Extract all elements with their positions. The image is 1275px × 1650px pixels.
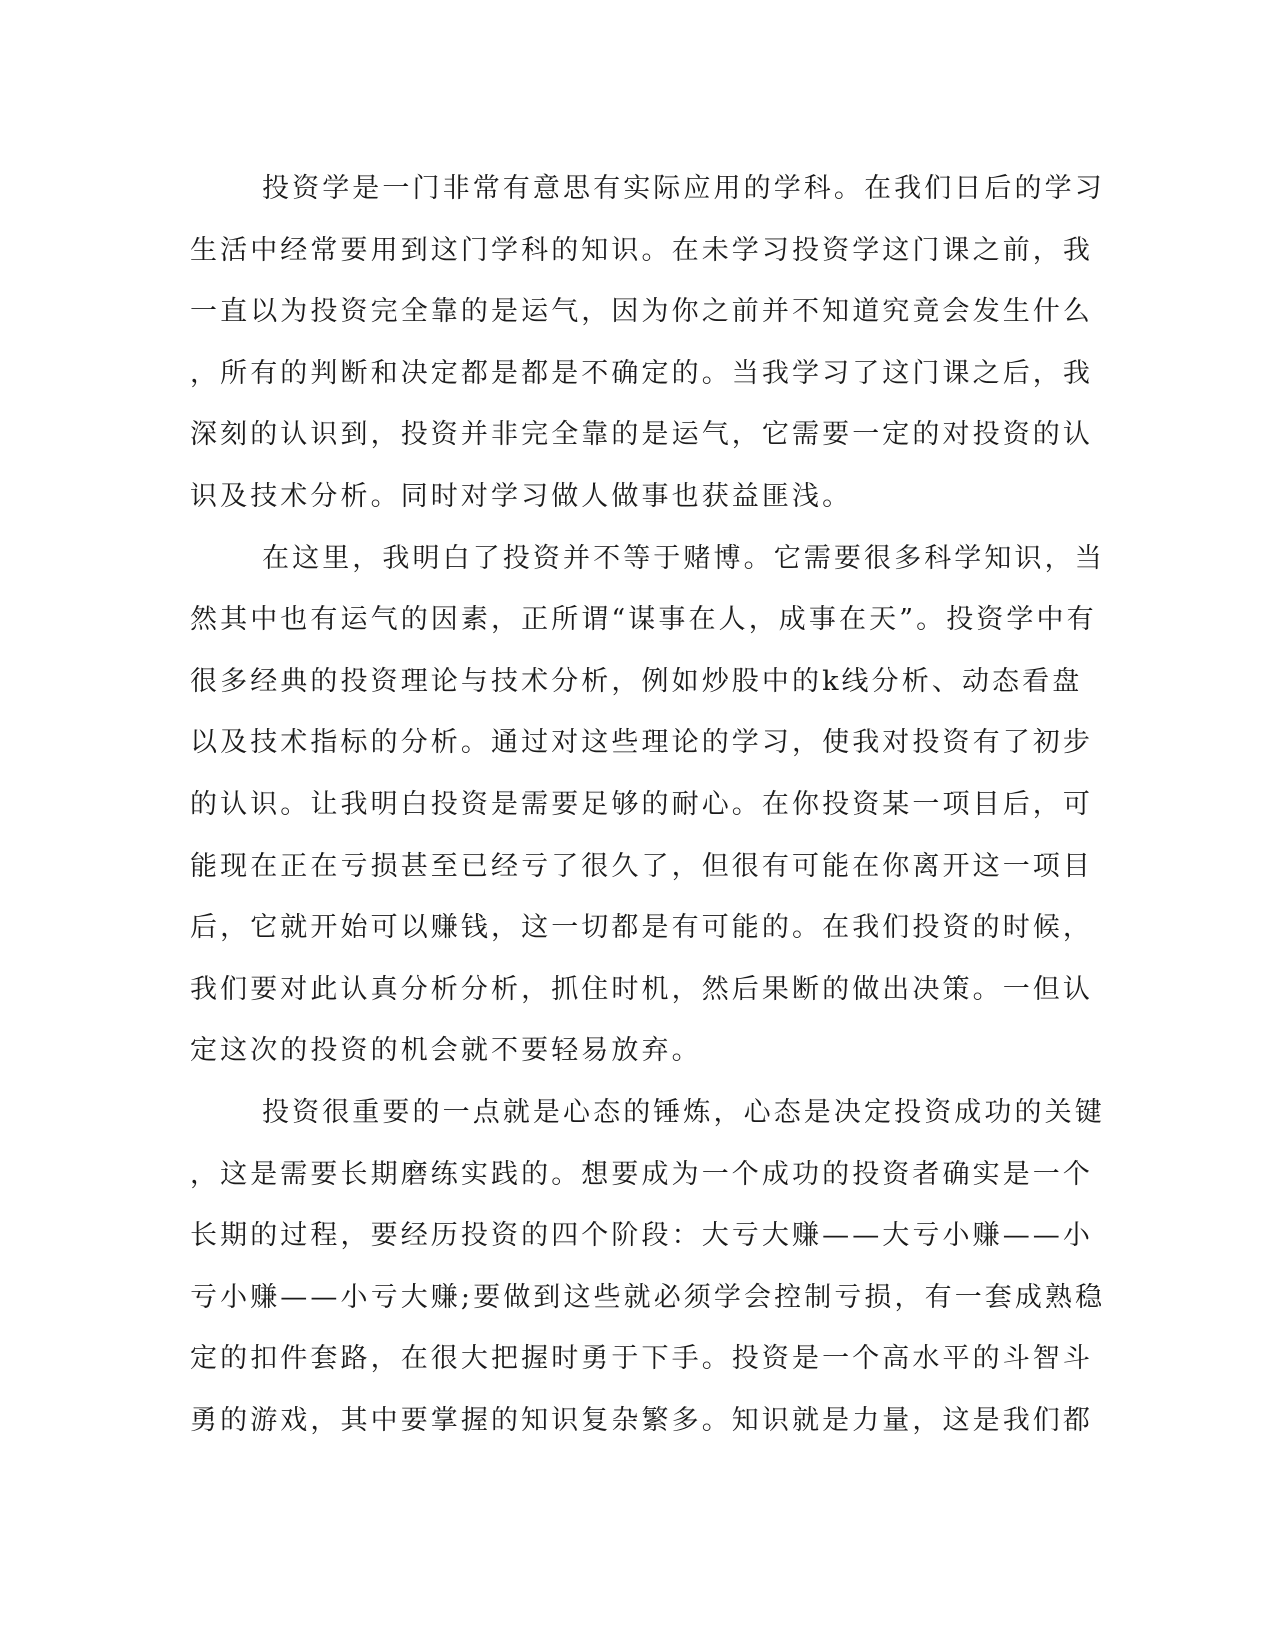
text-line: ，这是需要长期磨练实践的。想要成为一个成功的投资者确实是一个 — [190, 1158, 1093, 1190]
text-line: 识及技术分析。同时对学习做人做事也获益匪浅。 — [190, 480, 853, 512]
text-line: ，所有的判断和决定都是都是不确定的。当我学习了这门课之后，我 — [190, 357, 1093, 389]
text-line: 定这次的投资的机会就不要轻易放弃。 — [190, 1035, 702, 1067]
text-line: 亏小赚——小亏大赚;要做到这些就必须学会控制亏损，有一套成熟稳 — [190, 1281, 1106, 1313]
text-line: 很多经典的投资理论与技术分析，例如炒股中的k线分析、动态看盘 — [190, 665, 1083, 697]
paragraph-1 — [190, 158, 1105, 528]
text-line: 然其中也有运气的因素，正所谓“谋事在人，成事在天”。投资学中有 — [190, 604, 1097, 636]
text-line: 后，它就开始可以赚钱，这一切都是有可能的。在我们投资的时候， — [190, 912, 1093, 944]
text-line: 以及技术指标的分析。通过对这些理论的学习，使我对投资有了初步 — [190, 727, 1093, 759]
text-line: 能现在正在亏损甚至已经亏了很久了，但很有可能在你离开这一项目 — [190, 850, 1093, 882]
text-line: 长期的过程，要经历投资的四个阶段：大亏大赚——大亏小赚——小 — [190, 1220, 1093, 1252]
text-line: 我们要对此认真分析分析，抓住时机，然后果断的做出决策。一但认 — [190, 973, 1093, 1005]
text-line: 一直以为投资完全靠的是运气，因为你之前并不知道究竟会发生什么 — [190, 296, 1093, 328]
text-line: 在这里，我明白了投资并不等于赌博。它需要很多科学知识，当 — [262, 542, 1105, 574]
text-line: 的认识。让我明白投资是需要足够的耐心。在你投资某一项目后，可 — [190, 788, 1093, 820]
text-line: 勇的游戏，其中要掌握的知识复杂繁多。知识就是力量，这是我们都 — [190, 1404, 1093, 1436]
text-line: 投资学是一门非常有意思有实际应用的学科。在我们日后的学习 — [262, 173, 1105, 204]
paragraph-2 — [190, 528, 1105, 1082]
text-line: 投资很重要的一点就是心态的锤炼，心态是决定投资成功的关键 — [262, 1096, 1105, 1128]
text-line: 深刻的认识到，投资并非完全靠的是运气，它需要一定的对投资的认 — [190, 419, 1093, 451]
text-line: 生活中经常要用到这门学科的知识。在未学习投资学这门课之前，我 — [190, 234, 1093, 266]
paragraph-3 — [190, 1082, 1106, 1452]
text-line: 定的扣件套路，在很大把握时勇于下手。投资是一个高水平的斗智斗 — [190, 1343, 1093, 1375]
document-body — [190, 158, 1106, 1451]
